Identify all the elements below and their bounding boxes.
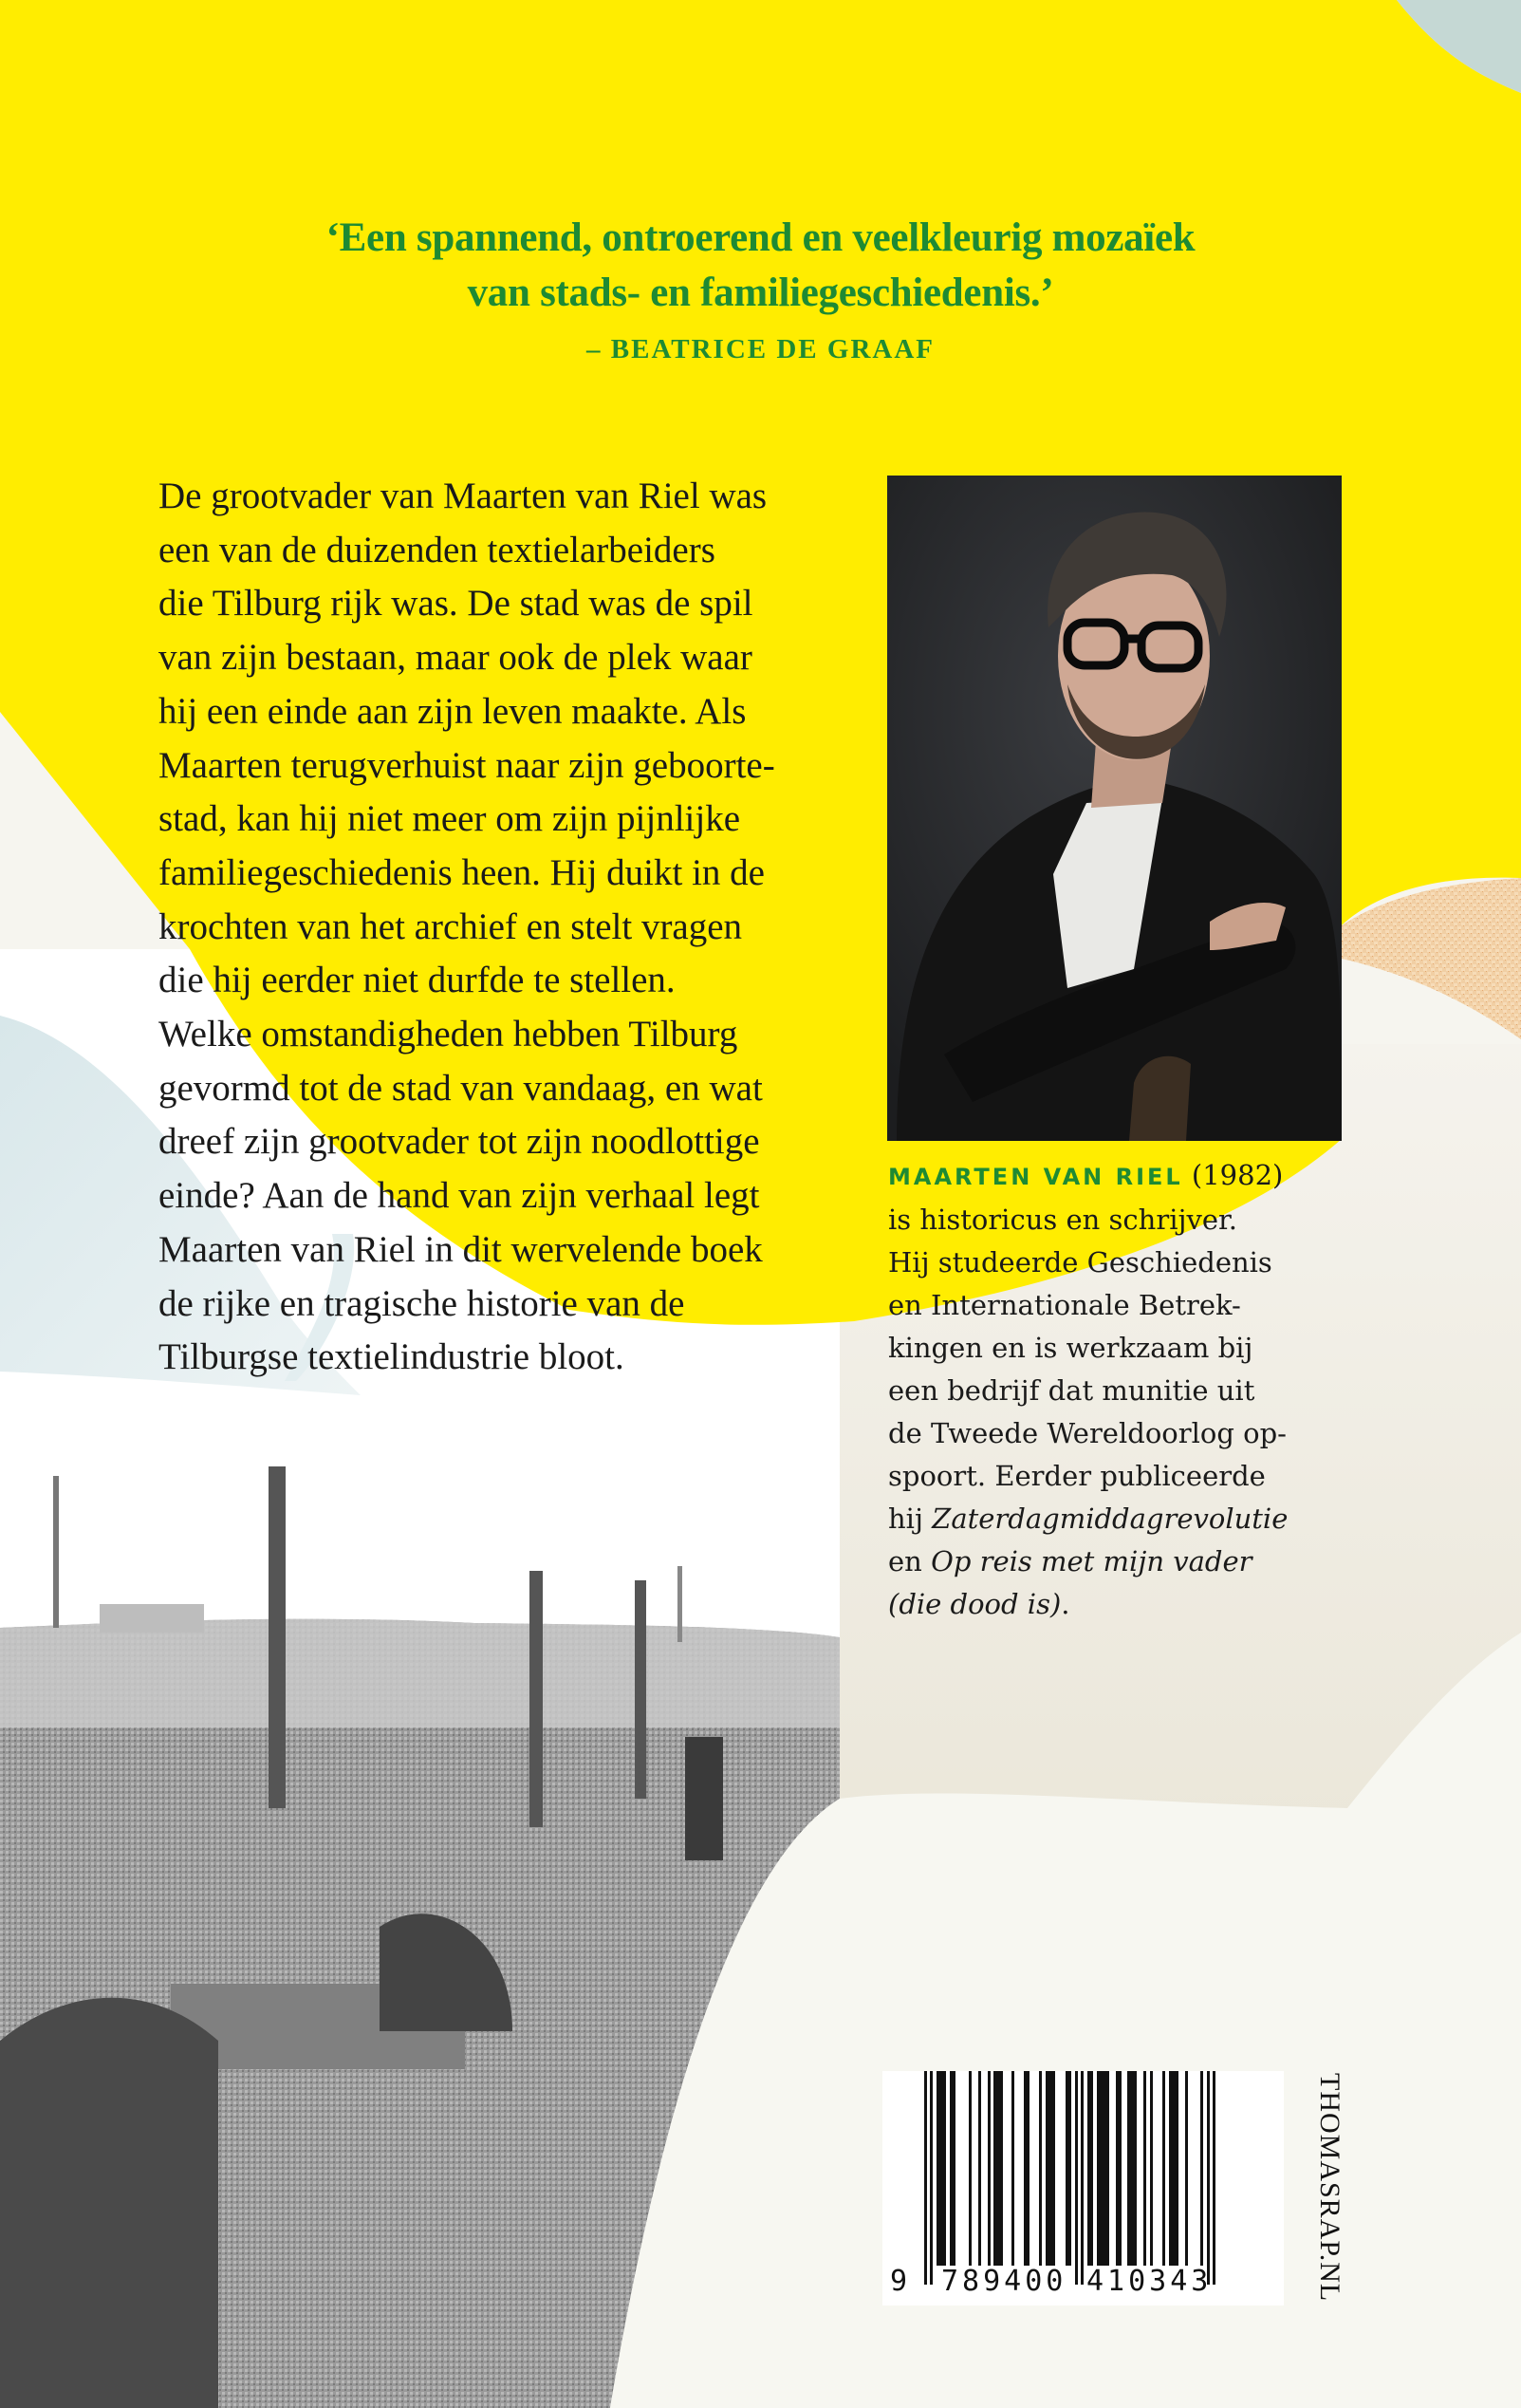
blurb-line: Maarten van Riel in dit wervelende boek (158, 1228, 763, 1270)
blurb-line: stad, kan hij niet meer om zijn pijnlijke (158, 798, 741, 840)
book-blurb (158, 470, 880, 1385)
blurb-line: gevormd tot de stad van vandaag, en wat (158, 1067, 763, 1109)
author-name: MAARTEN VAN RIEL (888, 1164, 1183, 1190)
blurb-line: De grootvader van Maarten van Riel was (158, 476, 768, 516)
blurb-line: Maarten terugverhuist naar zijn geboorte- (158, 744, 775, 786)
press-quote (0, 211, 1521, 365)
blurb-line: hij een einde aan zijn leven maakte. Als (158, 690, 747, 732)
blurb-line: een van de duizenden textielarbeiders (158, 529, 715, 570)
quote-attribution: – BEATRICE DE GRAAF (586, 334, 935, 364)
bio-text: hij (888, 1503, 933, 1535)
blurb-line: van zijn bestaan, maar ook de plek waar (158, 637, 752, 679)
bio-text: en (888, 1545, 932, 1577)
book-title-2-cont: (die dood is) (888, 1588, 1062, 1620)
blurb-line: dreef zijn grootvader tot zijn noodlottige (158, 1121, 760, 1163)
publisher-url: THOMASRAP.NL (1314, 2073, 1345, 2303)
blurb-line: die Tilburg rijk was. De stad was de spil (158, 583, 753, 625)
bio-line: kingen en is werkzaam bij (888, 1332, 1253, 1364)
isbn-right-group: 410343 (1086, 2265, 1213, 2298)
book-title-1: Zaterdagmiddagrevolutie (932, 1503, 1289, 1535)
blurb-line: Tilburgse textielindustrie bloot. (158, 1336, 624, 1378)
bio-text: . (1061, 1588, 1070, 1620)
bio-line (888, 1583, 1325, 1626)
quote-line-2: van stads- en familiegeschiedenis.’ (467, 271, 1054, 315)
bio-line (888, 1540, 1325, 1583)
isbn-first-digit: 9 (890, 2265, 908, 2298)
isbn-left-group: 789400 (941, 2265, 1067, 2298)
blurb-line: Welke omstandigheden hebben Tilburg (158, 1014, 738, 1055)
bio-line: een bedrijf dat munitie uit (888, 1374, 1255, 1407)
bio-line: en Internationale Betrek- (888, 1289, 1241, 1321)
blurb-line: familiegeschiedenis heen. Hij duikt in de (158, 851, 765, 893)
bio-line (888, 1498, 1325, 1540)
author-portrait-illustration (887, 476, 1342, 1141)
quote-line-1: ‘Een spannend, ontroerend en veelkleurig mozaïek (325, 215, 1196, 260)
bio-line: spoort. Eerder publiceerde (888, 1460, 1266, 1492)
isbn-digits (882, 2265, 1284, 2303)
isbn-barcode (882, 2071, 1284, 2305)
bio-line: is historicus en schrijver. (888, 1204, 1237, 1236)
bio-line-1 (888, 1154, 1325, 1199)
blurb-line: de rijke en tragische historie van de (158, 1282, 685, 1324)
author-birth-year: (1982) (1182, 1159, 1284, 1191)
book-title-2: Op reis met mijn vader (931, 1545, 1252, 1577)
blurb-line: die hij eerder niet durfde te stellen. (158, 960, 676, 1001)
bio-line: Hij studeerde Geschiedenis (888, 1246, 1272, 1279)
blurb-line: einde? Aan de hand van zijn verhaal legt (158, 1175, 760, 1217)
blurb-line: krochten van het archief en stelt vragen (158, 905, 743, 947)
author-bio (888, 1154, 1325, 1626)
author-photo (887, 476, 1342, 1141)
bio-line: de Tweede Wereldoorlog op- (888, 1417, 1287, 1449)
